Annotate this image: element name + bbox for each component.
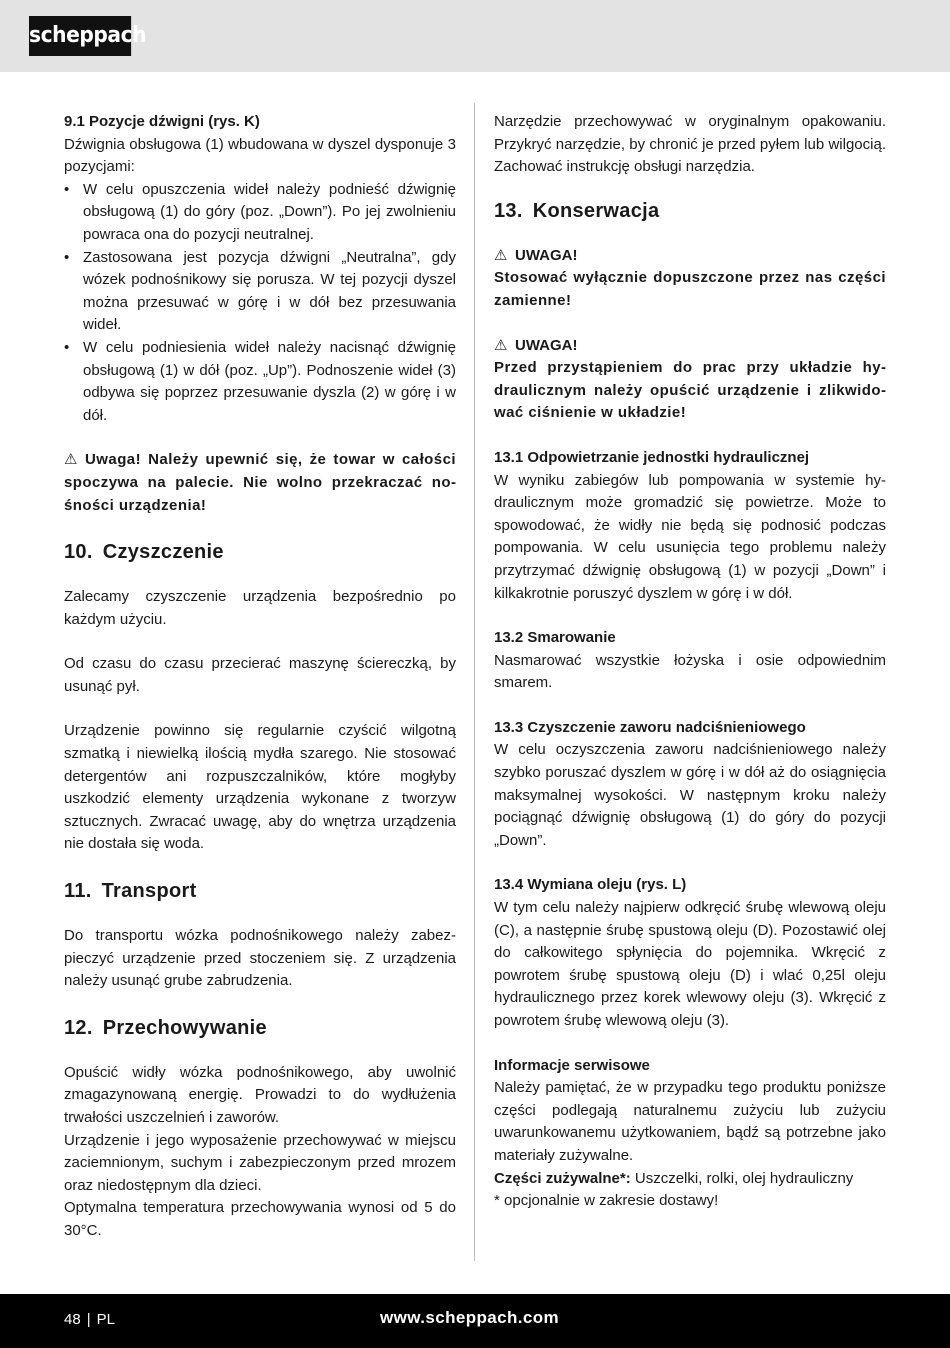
column-divider [474, 103, 475, 1261]
section-13-heading [494, 198, 886, 224]
load-warning [64, 449, 456, 517]
paragraph: Należy pamiętać, że w przypadku tego produktu poniższe części podlegają naturalnemu zużyciu lub zużyciu uwarunkowanemu użytkowaniem, bądź są potrzebne jako materiały zużywalne. [494, 1079, 886, 1164]
section-9-1-intro: Dźwignia obsługowa (1) wbudowana w dyszel dysponuje 3 pozycjami: [64, 135, 456, 176]
list-item: • W celu opuszczenia wideł należy podnieść dźwignię obsługową (1) do góry (poz. „Down”). Po jej zwolnieniu powraca ona do pozycji neutralnej. [64, 179, 456, 247]
load-warning-text: Uwaga! Należy upewnić się, że towar w całości spoczywa na palecie. Nie wolno przekraczać nośności urządzenia! [64, 451, 456, 514]
paragraph: Optymalna temperatura przechowywania wynosi od 5 do 30°C. [64, 1199, 456, 1239]
wear-parts-label: Części zużywalne*: [494, 1169, 631, 1187]
section-11-heading [64, 878, 456, 904]
brand-logo: scheppach [29, 16, 131, 56]
separator: | [86, 1311, 91, 1328]
warning-icon: ⚠ [494, 246, 508, 264]
warning-text: Stosować wyłącznie dopuszczone przez nas części zamienne! [494, 269, 886, 309]
optional-note: * opcjonalnie w zakresie dostawy! [494, 1192, 719, 1210]
paragraph: Urządzenie powinno się regularnie czyścić wilgotną szmatką i niewielką ilością mydła szarego. Nie stosować detergentów ani rozpuszczalników, które mogłyby uszkodzić elementy urządzenia wykonane z tworzyw sztucznych. Zwracać uwagę, aby do wnętrza urządzenia nie dostała się woda. [64, 722, 456, 853]
section-number: 12. [64, 1016, 93, 1039]
website-link[interactable]: www.scheppach.com [380, 1308, 560, 1327]
right-column [494, 111, 886, 1213]
warning-text: Przed przystąpieniem do prac przy układzie hydraulicznym należy opuścić urządzenie i zlikwidować ciśnienie w układzie! [494, 359, 886, 422]
section-12-heading [64, 1015, 456, 1041]
warning-label: UWAGA! [515, 336, 578, 354]
section-13-4-title: 13.4 Wymiana oleju (rys. L) [494, 876, 687, 894]
warning-block-2 [494, 335, 886, 425]
section-title: Transport [101, 880, 197, 903]
lever-positions-list [64, 179, 456, 428]
page-info [64, 1311, 115, 1328]
section-number: 10. [64, 541, 93, 564]
wear-parts-text: Uszczelki, rolki, olej hydrauliczny [630, 1169, 854, 1187]
warning-label: UWAGA! [515, 246, 578, 264]
wear-parts-line [494, 1168, 886, 1191]
section-13-3-title: 13.3 Czyszczenie zaworu nadciśnieniowego [494, 718, 806, 736]
service-info-title: Informacje serwisowe [494, 1056, 650, 1074]
paragraph: Nasmarować wszystkie łożyska i osie odpowiednim smarem. [494, 651, 886, 692]
paragraph: W celu oczyszczenia zaworu nadciśnieniowego należy szybko poruszać dyszlem w górę i w dół aż do osiągnięcia maksymalnej wysokości. W następnym kroku należy pociągnąć dźwignię obsługową (1) do góry do pozycji „Down”. [494, 741, 886, 849]
paragraph: Urządzenie i jego wyposażenie przechowywać w miejscu zaciemnionym, suchym i zabezpieczonym przed mrozem oraz niedostępnym dla dzieci. [64, 1131, 456, 1194]
paragraph: Od czasu do czasu przecierać maszynę ściereczką, by usunąć pył. [64, 655, 456, 695]
section-number: 11. [64, 880, 92, 903]
section-number: 13. [494, 199, 523, 222]
section-title: Czyszczenie [102, 541, 224, 564]
paragraph: W tym celu należy najpierw odkręcić śrubę wlewową oleju (C), a następnie śrubę spustową oleju (D). Pozostawić olej do całkowitego spłynięcia do pojemnika. Wkręcić z powrotem śrubę spustową oleju (D) i wlać 0,25l oleju hydraulicznego przez korek wlewowy oleju (3). Wkręcić z powrotem śrubę wlewową oleju (3). [494, 899, 886, 1029]
list-item: • Zastosowana jest pozycja dźwigni „Neutralna”, gdy wózek podnośnikowy się porusza. W tej pozycji dyszel można przesuwać w górę i w dół bez przesuwania wideł. [64, 247, 456, 337]
header-bar [0, 0, 950, 72]
paragraph: Narzędzie przechowywać w oryginalnym opakowaniu. Przykryć narzędzie, by chronić je przed pyłem lub wilgocią. Zachować instrukcję obsługi narzędzia. [494, 113, 886, 176]
section-title: Przechowywanie [102, 1016, 267, 1039]
language-code: PL [96, 1311, 115, 1328]
warning-icon: ⚠ [494, 336, 508, 354]
section-13-2-title: 13.2 Smarowanie [494, 629, 616, 647]
footer-bar [0, 1294, 950, 1348]
section-9-1-title: 9.1 Pozycje dźwigni (rys. K) [64, 113, 260, 130]
page-number: 48 [64, 1311, 81, 1328]
section-title: Konserwacja [532, 199, 660, 222]
section-13-1-title: 13.1 Odpowietrzanie jednostki hydraulicznej [494, 448, 810, 466]
warning-block-1 [494, 245, 886, 313]
paragraph: Zalecamy czyszczenie urządzenia bezpośrednio po każdym użyciu. [64, 588, 456, 628]
list-item: • W celu podniesienia wideł należy nacisnąć dźwignię obsługową (1) w dół (poz. „Up”). Podnoszenie wideł (3) odbywa się poprzez przesuwanie dyszla (2) w górę i w dół. [64, 337, 456, 427]
left-column [64, 111, 456, 1243]
paragraph: Do transportu wózka podnośnikowego należy zabezpieczyć urządzenie przed stoczeniem się. Z urządzenia należy usunąć grube zabrudzenia. [64, 927, 456, 990]
section-10-heading [64, 539, 456, 565]
paragraph: W wyniku zabiegów lub pompowania w systemie hydraulicznym może gromadzić się powietrze. Może to spowodować, że widły nie będą się podnosić podczas pompowania. W celu usunięcia tego problemu należy przytrzymać dźwignię obsługową (1) w pozycji „Down” i kilkakrotnie poruszyć dyszlem w górę i w dół. [494, 471, 886, 602]
paragraph: Opuścić widły wózka podnośnikowego, aby uwolnić zmagazynowaną energię. Prowadzi to do wydłużenia trwałości uszczelnień i zaworów. [64, 1063, 456, 1126]
warning-icon: ⚠ [64, 451, 78, 469]
